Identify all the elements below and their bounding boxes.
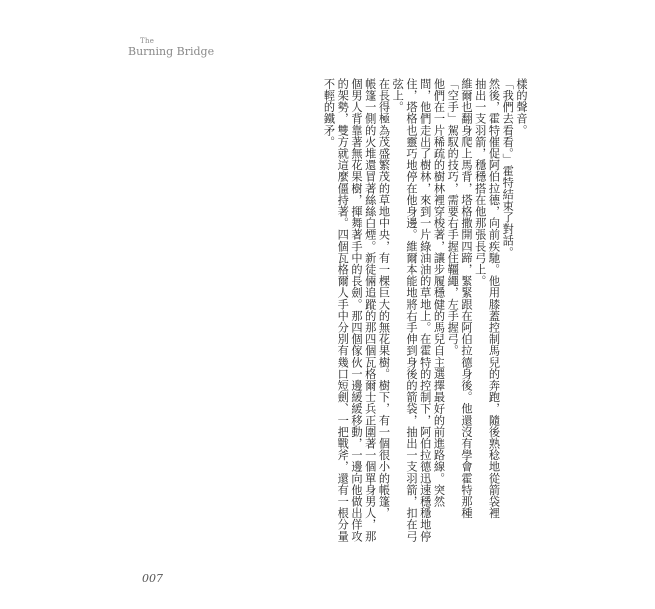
- vertical-text-body: [168, 78, 528, 548]
- text-column: 個男人背靠著無花果樹，揮舞著手中的長劍。那四個傢伙一邊緩緩移動，一邊向他做出佯攻: [350, 78, 363, 542]
- running-header: [128, 38, 214, 57]
- text-column: 住，塔格也靈巧地停在他身邊。維爾本能地將右手伸到身後的箭袋，抽出一支羽箭，扣在弓: [405, 78, 418, 542]
- page-number: 007: [142, 572, 163, 585]
- text-column: 維爾也翻身爬上馬背，塔格撒開四蹄，緊緊跟在阿伯拉德身後。他還沒有學會霍特那種: [460, 78, 473, 519]
- book-title: Burning Bridge: [128, 45, 215, 58]
- text-column: 間，他們走出了樹林，來到一片綠油油的草地上。在霍特的控制下，阿伯拉德迅速穩穩地停: [418, 78, 432, 542]
- text-column: 「空手」駕馭的技巧，需要右手握住韁繩，左手握弓。: [446, 78, 460, 357]
- text-column: 他們在一片稀疏的樹林裡穿梭著，讓步履穩健的馬兒自主選擇最好的前進路線。突然: [432, 78, 446, 508]
- text-column: 的架勢，雙方就這麼僵持著。四個瓦格爾人手中分別有幾口短劍、一把戰斧，還有一根分量: [336, 78, 350, 542]
- header-article: The: [140, 37, 155, 45]
- text-column: 不輕的鐵矛。: [322, 78, 336, 148]
- text-column: 帳篷一側的火堆還冒著絲絲白煙。新徒倆追蹤的那四個瓦格爾士兵正圍著一個單身男人，那: [363, 78, 377, 542]
- text-column: 抽出一支羽箭，穩穩搭在他那張長弓上。: [473, 78, 487, 287]
- text-column: 弦上。: [391, 78, 405, 113]
- text-column: 樣的聲音。: [515, 78, 528, 136]
- text-column: 然後，霍特催促阿伯拉德，向前疾馳。他用膝蓋控制馬兒的奔跑，隨後熟稔地從箭袋裡: [487, 78, 501, 519]
- text-column: 在長得極為茂盛繁茂的草地中央，有一棵巨大的無花果樹。樹下，有一個很小的帳篷，: [377, 78, 391, 519]
- text-column: 「我們去看看。」霍特結束了對話。: [501, 78, 515, 258]
